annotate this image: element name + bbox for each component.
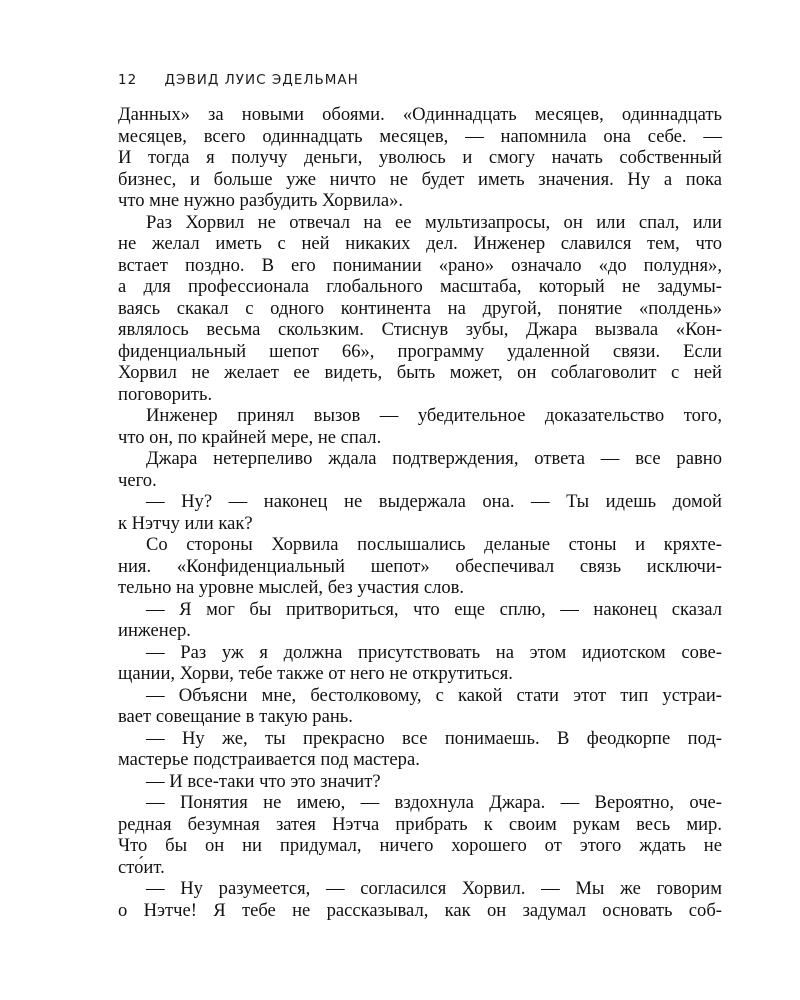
text-line: ваясь скакал с одного континента на другой, понятие «полдень» — [118, 297, 722, 319]
body-text — [118, 104, 722, 921]
text-line: — Ну же, ты прекрасно все понимаешь. В феодкорпе под- — [146, 727, 722, 749]
running-header — [118, 72, 359, 88]
text-line: поговорить. — [118, 383, 213, 405]
text-line: Раз Хорвил не отвечал на ее мультизапросы, он или спал, или — [146, 211, 722, 233]
text-line: вает совещание в такую рань. — [118, 706, 353, 727]
text-line: Хорвил не желает ее видеть, быть может, он соблаговолит с ней — [118, 362, 722, 383]
text-line: чего. — [118, 469, 157, 491]
text-line: — Ну разумеется, — согласился Хорвил. — Мы же говорим — [146, 878, 722, 899]
text-line: — Понятия не имею, — вздохнула Джара. — Вероятно, оче- — [146, 792, 722, 813]
text-line: а для профессионала глобального масштаба, который не задумы- — [118, 276, 722, 297]
text-line: Что бы он ни придумал, ничего хорошего от этого ждать не — [118, 835, 722, 856]
text-line: — И все-таки что это значит? — [146, 770, 381, 792]
text-line: — Я мог бы притвориться, что еще сплю, — наконец сказал — [146, 598, 722, 620]
text-line: к Нэтчу или как? — [118, 512, 253, 534]
text-line: о Нэтче! Я тебе не рассказывал, как он задумал основать соб- — [118, 899, 722, 921]
text-line: Джара нетерпеливо ждала подтверждения, ответа — все равно — [146, 448, 722, 469]
text-line: Инженер принял вызов — убедительное доказательство того, — [146, 405, 722, 426]
text-line: месяцев, всего одиннадцать месяцев, — напомнила она себе. — — [118, 125, 722, 147]
text-line: Данных» за новыми обоями. «Одиннадцать месяцев, одиннадцать — [118, 104, 722, 125]
text-line: являлось весьма скользким. Стиснув зубы, Джара вызвала «Кон- — [118, 319, 722, 340]
text-line: тельно на уровне мыслей, без участия слов. — [118, 577, 465, 598]
text-line: И тогда я получу деньги, уволюсь и смогу начать собственный — [118, 147, 722, 168]
text-line: — Ну? — наконец не выдержала она. — Ты идешь домой — [146, 491, 722, 512]
page-number: 12 — [118, 72, 138, 88]
text-line: не желал иметь с ней никаких дел. Инженер славился тем, что — [118, 233, 722, 254]
text-line: мастерье подстраивается под мастера. — [118, 749, 420, 770]
text-line: сто́ит. — [118, 856, 165, 878]
running-title: ДЭВИД ЛУИС ЭДЕЛЬМАН — [164, 72, 359, 88]
text-line: редная безумная затея Нэтча прибрать к своим рукам весь мир. — [118, 813, 722, 835]
text-line: что мне нужно разбудить Хорвила». — [118, 190, 404, 211]
text-line: встает поздно. В его понимании «рано» означало «до полудня», — [118, 254, 722, 276]
text-line: ния. «Конфиденциальный шепот» обеспечивал связь исключи- — [118, 555, 722, 577]
text-line: бизнес, и больше уже ничто не будет иметь значения. Ну а пока — [118, 168, 722, 190]
text-line: инженер. — [118, 620, 191, 641]
text-line: щании, Хорви, тебе также от него не открутиться. — [118, 663, 513, 684]
text-line: фиденциальный шепот 66», программу удаленной связи. Если — [118, 340, 722, 362]
text-line: Со стороны Хорвила послышались деланые стоны и кряхте- — [146, 534, 722, 555]
text-line: — Раз уж я должна присутствовать на этом идиотском сове- — [146, 641, 722, 663]
text-line: что он, по крайней мере, не спал. — [118, 426, 382, 448]
text-line: — Объясни мне, бестолковому, с какой стати этот тип устраи- — [146, 684, 722, 706]
